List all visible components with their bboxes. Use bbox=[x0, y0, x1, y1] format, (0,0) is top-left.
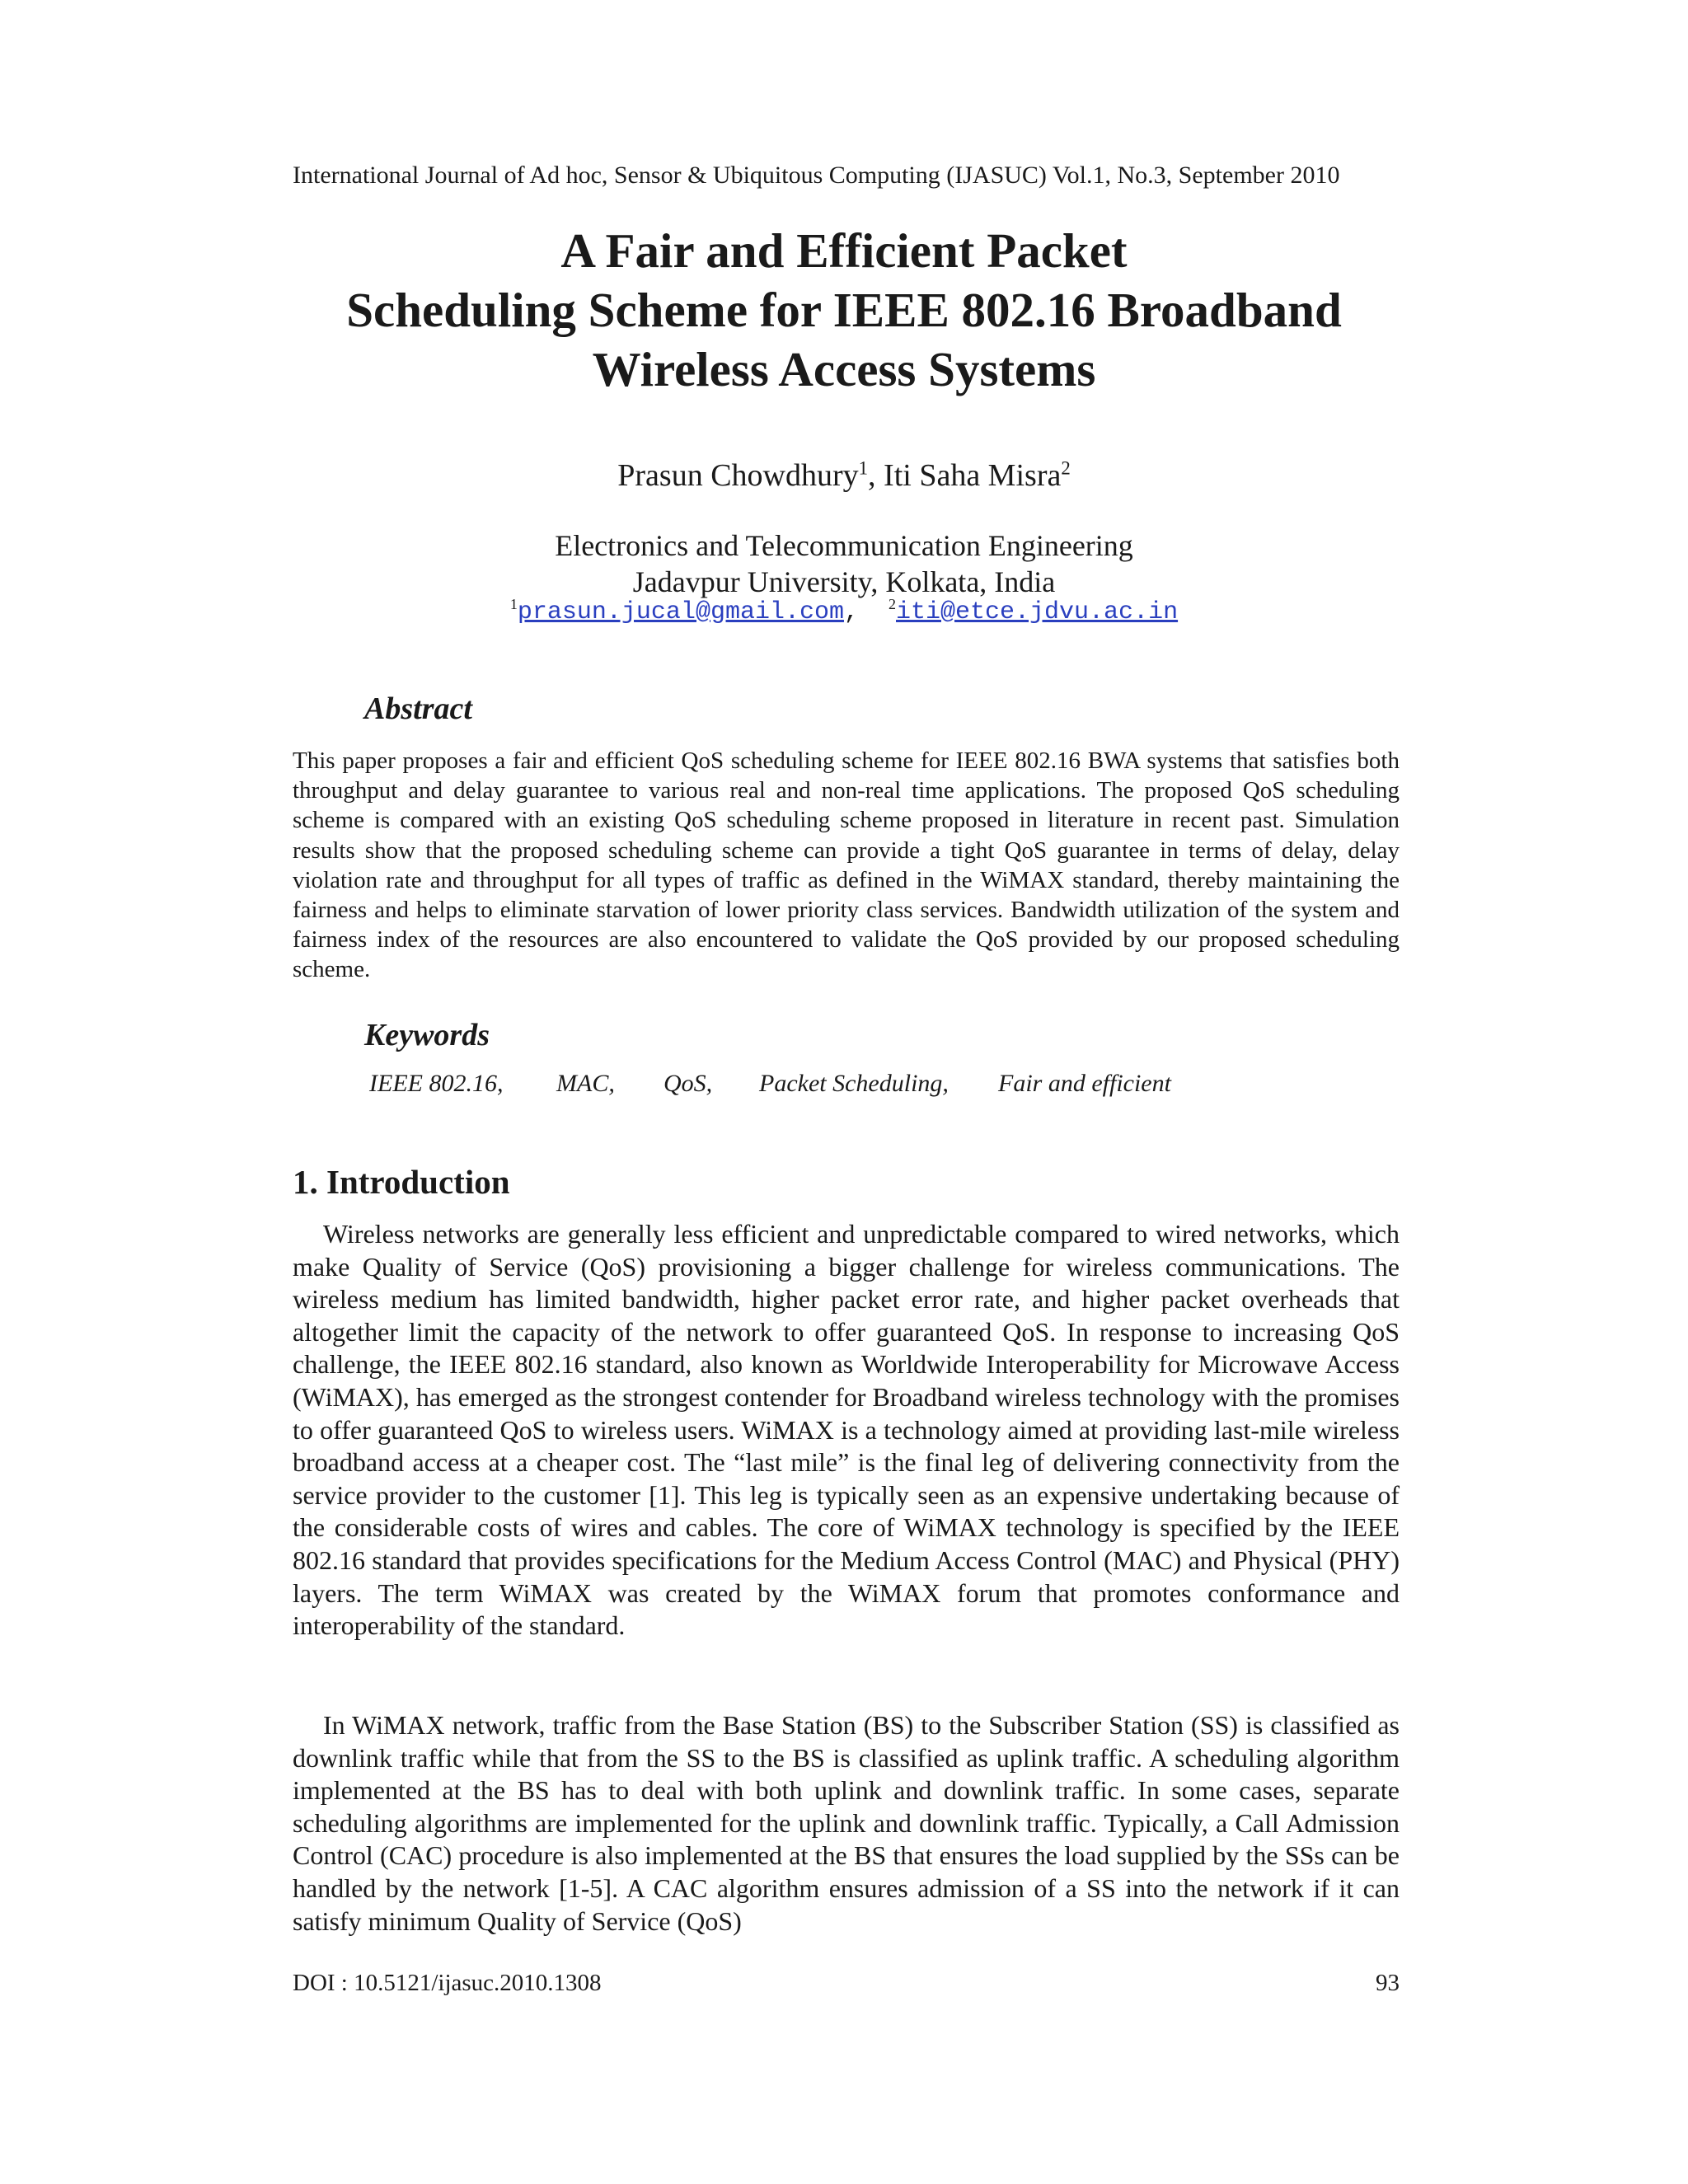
author-1: Prasun Chowdhury bbox=[617, 458, 859, 493]
introduction-paragraph-2: In WiMAX network, traffic from the Base Station (BS) to the Subscriber Station (SS) is classified as downlink traffic while that from the SS to the BS is classified as uplink traffic. A scheduling algorithm implemented at the BS has to deal with both uplink and downlink traffic. In some cases, separate scheduling algorithms are implemented for the uplink and downlink traffic. Typically, a Call Admission Control (CAC) procedure is also implemented at the BS that ensures the load supplied by the SSs can be handled by the network [1-5]. A CAC algorithm ensures admission of a SS into the network if it can satisfy minimum Quality of Service (QoS) bbox=[293, 1710, 1400, 1936]
author-2: Iti Saha Misra bbox=[884, 458, 1062, 493]
email-1-mark: 1 bbox=[509, 596, 518, 612]
section-heading-introduction: 1. Introduction bbox=[293, 1163, 510, 1201]
footer-doi: DOI : 10.5121/ijasuc.2010.1308 bbox=[293, 1970, 602, 1996]
author-list bbox=[247, 457, 1441, 494]
affiliation bbox=[247, 527, 1441, 600]
introduction-paragraph-1: Wireless networks are generally less efficient and unpredictable compared to wired networks, which make Quality of Service (QoS) provisioning a bigger challenge for wireless communications. The wireless medium has limited bandwidth, higher packet error rate, and higher packet overheads that altogether limit the capacity of the network to offer guaranteed QoS. In response to increasing QoS challenge, the IEEE 802.16 standard, also known as Worldwide Interoperability for Microwave Access (WiMAX), has emerged as the strongest contender for Broadband wireless technology with the promises to offer guaranteed QoS to wireless users. WiMAX is a technology aimed at providing last-mile wireless broadband access at a cheaper cost. The “last mile” is the final leg of delivering connectivity from the service provider to the customer [1]. This leg is typically seen as an expensive undertaking because of the considerable costs of wires and cables. The core of WiMAX technology is specified by the IEEE 802.16 standard that provides specifications for the Medium Access Control (MAC) and Physical (PHY) layers. The term WiMAX was created by the WiMAX forum that promotes conformance and interoperability of the standard. bbox=[293, 1219, 1400, 1641]
author-2-affiliation-mark: 2 bbox=[1061, 457, 1071, 479]
keywords-heading: Keywords bbox=[364, 1018, 490, 1052]
author-1-affiliation-mark: 1 bbox=[858, 457, 869, 479]
keyword-item: MAC, bbox=[556, 1070, 615, 1097]
keyword-list bbox=[369, 1070, 1171, 1098]
abstract-heading: Abstract bbox=[364, 691, 472, 726]
keyword-item: QoS, bbox=[663, 1070, 713, 1097]
keyword-item: Fair and efficient bbox=[998, 1070, 1171, 1097]
university: Jadavpur University, Kolkata, India bbox=[632, 565, 1056, 598]
keyword-item: Packet Scheduling, bbox=[759, 1070, 949, 1097]
running-head: International Journal of Ad hoc, Sensor & Ubiquitous Computing (IJASUC) Vol.1, No.3, September 2010 bbox=[293, 162, 1340, 189]
email-2-link[interactable]: iti@etce.jdvu.ac.in bbox=[896, 598, 1179, 626]
author-separator: , bbox=[868, 458, 884, 493]
title-line-3: Wireless Access Systems bbox=[592, 342, 1096, 396]
abstract-text: This paper proposes a fair and efficient QoS scheduling scheme for IEEE 802.16 BWA systems that satisfies both throughput and delay guarantee to various real and non-real time applications. The proposed QoS scheduling scheme is compared with an existing QoS scheduling scheme proposed in literature in recent past. Simulation results show that the proposed scheduling scheme can provide a tight QoS guarantee in terms of delay, delay violation rate and throughput for all types of traffic as defined in the WiMAX standard, thereby maintaining the fairness and helps to eliminate starvation of lower priority class services. Bandwidth utilization of the system and fairness index of the resources are also encountered to validate the QoS provided by our proposed scheduling scheme. bbox=[293, 748, 1400, 983]
paper-title bbox=[247, 221, 1441, 399]
department: Electronics and Telecommunication Engineering bbox=[555, 529, 1133, 562]
email-separator: , bbox=[843, 598, 859, 626]
title-line-1: A Fair and Efficient Packet bbox=[560, 223, 1128, 278]
title-line-2: Scheduling Scheme for IEEE 802.16 Broadband bbox=[346, 283, 1342, 337]
email-1-link[interactable]: prasun.jucal@gmail.com bbox=[517, 598, 844, 626]
keyword-item: IEEE 802.16, bbox=[369, 1070, 504, 1097]
page-number: 93 bbox=[1376, 1970, 1400, 1996]
email-list bbox=[247, 598, 1441, 626]
email-2-mark: 2 bbox=[889, 596, 897, 612]
